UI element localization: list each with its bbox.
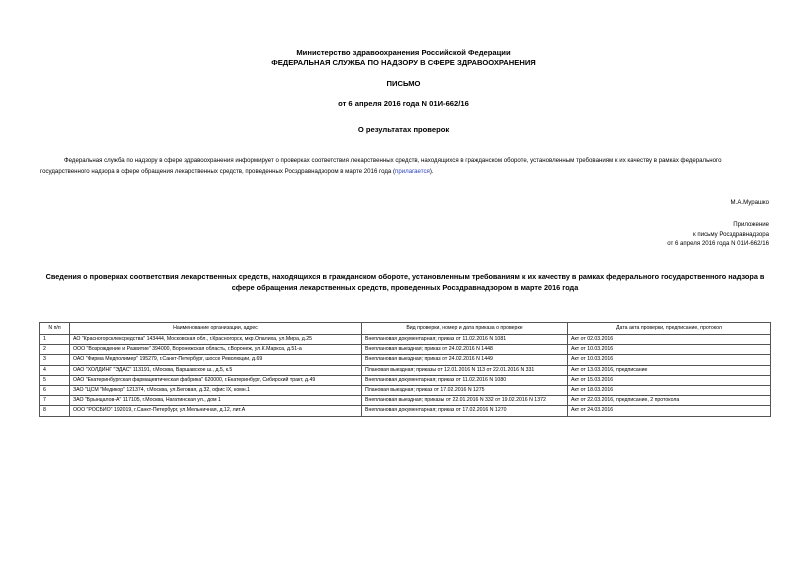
row-act: Акт от 22.03.2016, предписание, 2 протокола: [568, 396, 771, 406]
section-title: Сведения о проверках соответствия лекарственных средств, находящихся в гражданском обороте, установленным требованиям к их качеству в рамках федерального государственного надзора в сфере обращения лекарственных средств, проведенных Росздравнадзором в марте 2016 года: [45, 272, 765, 292]
row-number: 2: [40, 345, 70, 355]
row-act: Акт от 13.03.2016, предписание: [568, 365, 771, 375]
row-check: Плановая выездная; приказ от 17.02.2016 N 1275: [362, 386, 568, 396]
appendix-line-3: от 6 апреля 2016 года N 01И-662/16: [667, 240, 769, 248]
row-number: 6: [40, 386, 70, 396]
doc-subject: О результатах проверок: [357, 125, 450, 134]
row-organization: ЗАО "ЦСМ "Медикор" 121374, г.Москва, ул.Беговая, д.32, офис IX, комн.1: [70, 386, 362, 396]
doc-type: ПИСЬМО: [386, 79, 421, 88]
service-title: ФЕДЕРАЛЬНАЯ СЛУЖБА ПО НАДЗОРУ В СФЕРЕ ЗДРАВООХРАНЕНИЯ: [271, 58, 536, 67]
row-act: Акт от 18.03.2016: [568, 386, 771, 396]
row-check: Внеплановая документарная; приказ от 17.02.2016 N 1270: [362, 406, 568, 416]
table-row: [40, 386, 771, 396]
row-act: Акт от 02.03.2016: [568, 335, 771, 345]
row-organization: ОАО "Екатеринбургская фармацевтическая фабрика" 620000, г.Екатеринбург, Сибирский тракт, д.49: [70, 375, 362, 385]
row-number: 1: [40, 335, 70, 345]
appendix-line-1: Приложение: [733, 221, 769, 228]
row-number: 5: [40, 375, 70, 385]
ministry-title: Министерство здравоохранения Российской Федерации: [296, 48, 511, 57]
intro-paragraph: [40, 156, 770, 177]
inspections-table: [39, 322, 771, 417]
row-check: Внеплановая выездная; приказы от 22.01.2016 N 332 от 19.02.2016 N 1372: [362, 396, 568, 406]
col-header-organization: Наименование организации, адрес: [70, 323, 362, 335]
row-number: 8: [40, 406, 70, 416]
signature: М.А.Мурашко: [730, 199, 769, 206]
row-number: 3: [40, 355, 70, 365]
row-act: Акт от 15.03.2016: [568, 375, 771, 385]
appendix-line-2: к письму Росздравнадзора: [693, 230, 769, 238]
table-row: [40, 396, 771, 406]
col-header-number: N п/п: [40, 323, 70, 335]
table-row: [40, 365, 771, 375]
table-row: [40, 406, 771, 416]
row-act: Акт от 24.03.2016: [568, 406, 771, 416]
row-act: Акт от 10.03.2016: [568, 355, 771, 365]
intro-end: ).: [429, 167, 434, 175]
table-header-row: [40, 323, 771, 335]
row-organization: ООО "Возрождение и Развитие" 394000, Воронежская область, г.Воронеж, ул.К.Маркса, д.51-а: [70, 345, 362, 355]
row-check: Внеплановая документарная; приказ от 11.02.2016 N 1081: [362, 335, 568, 345]
intro-text: Федеральная служба по надзору в сфере здравоохранения информирует о проверках соответствия лекарственных средств, находящихся в гражданском обороте, установленным требованиям к их качеству в рамках федерального государственного надзора в сфере обращения лекарственных средств, проведенных Росздравнадзором в марте 2016 года (: [40, 157, 722, 175]
appendix-block: [667, 220, 769, 249]
col-header-check: Вид проверки, номер и дата приказа о проверке: [362, 323, 568, 335]
row-number: 7: [40, 396, 70, 406]
row-organization: ООО "РОСБИО" 192019, г.Санкт-Петербург, ул.Мельничная, д.12, лит.А: [70, 406, 362, 416]
row-organization: ОАО "Фирма Медполимер" 195279, г.Санкт-Петербург, шоссе Революции, д.69: [70, 355, 362, 365]
row-check: Внеплановая выездная; приказ от 24.02.2016 N 1448: [362, 345, 568, 355]
row-check: Внеплановая выездная; приказ от 24.02.2016 N 1449: [362, 355, 568, 365]
appendix-link[interactable]: прилагается: [395, 167, 430, 175]
row-number: 4: [40, 365, 70, 375]
table-row: [40, 355, 771, 365]
row-act: Акт от 10.03.2016: [568, 345, 771, 355]
table-row: [40, 375, 771, 385]
table-row: [40, 345, 771, 355]
col-header-act: Дата акта проверки, предписание, протокол: [568, 323, 771, 335]
doc-date: от 6 апреля 2016 года N 01И-662/16: [338, 99, 469, 108]
row-check: Внеплановая документарная; приказ от 11.02.2016 N 1080: [362, 375, 568, 385]
row-organization: АО "Красногорсклексредства" 143444, Московская обл., г.Красногорск, мкр.Опалиха, ул.Мира, д.25: [70, 335, 362, 345]
row-organization: ЗАО "Брынцалов-А" 117105, г.Москва, Нагатинская ул., дом 1: [70, 396, 362, 406]
row-check: Плановая выездная; приказы от 12.01.2016 N 113 от 22.01.2016 N 331: [362, 365, 568, 375]
table-row: [40, 335, 771, 345]
row-organization: ОАО "ХОЛДИНГ "ЭДАС" 113191, г.Москва, Варшавское ш., д.5, к.5: [70, 365, 362, 375]
